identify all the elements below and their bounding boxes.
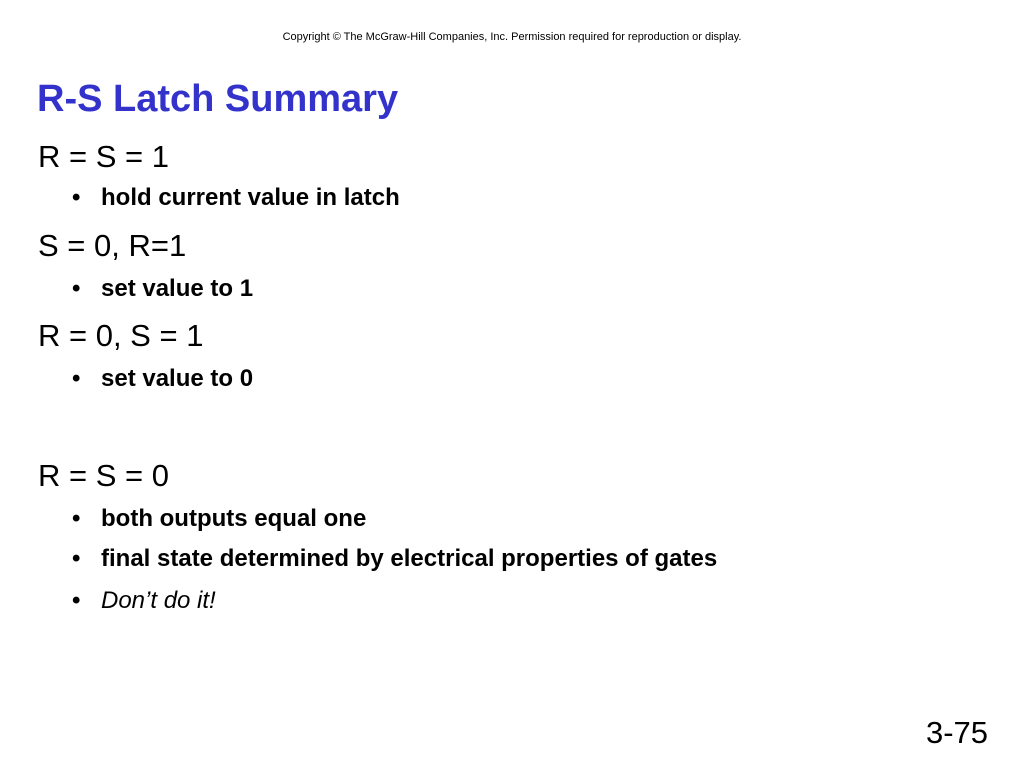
copyright-notice: Copyright © The McGraw-Hill Companies, Inc. Permission required for reproduction or display. (282, 31, 742, 43)
bullet-text: both outputs equal one (101, 505, 367, 532)
bullet-symbol: • (72, 365, 81, 392)
bullet-text: final state determined by electrical properties of gates (101, 545, 718, 572)
bullet-item (72, 365, 253, 393)
section-heading-invalid: R = S = 0 (38, 458, 169, 493)
bullet-text: set value to 0 (101, 365, 254, 392)
section-heading-reset: R = 0, S = 1 (38, 318, 204, 353)
bullet-text: set value to 1 (101, 275, 254, 302)
bullet-symbol: • (72, 184, 81, 211)
bullet-symbol: • (72, 587, 81, 614)
slide-number: 3-75 (925, 715, 988, 750)
bullet-text: Don’t do it! (101, 587, 216, 614)
bullet-text: hold current value in latch (101, 184, 400, 211)
bullet-item (72, 587, 216, 615)
section-heading-set: S = 0, R=1 (38, 228, 187, 263)
bullet-item (72, 184, 400, 212)
bullet-symbol: • (72, 505, 81, 532)
bullet-item (72, 545, 717, 573)
bullet-item (72, 275, 253, 303)
bullet-item (72, 505, 366, 533)
section-heading-hold: R = S = 1 (38, 139, 169, 174)
slide-title: R-S Latch Summary (37, 78, 399, 120)
bullet-symbol: • (72, 275, 81, 302)
bullet-symbol: • (72, 545, 81, 572)
